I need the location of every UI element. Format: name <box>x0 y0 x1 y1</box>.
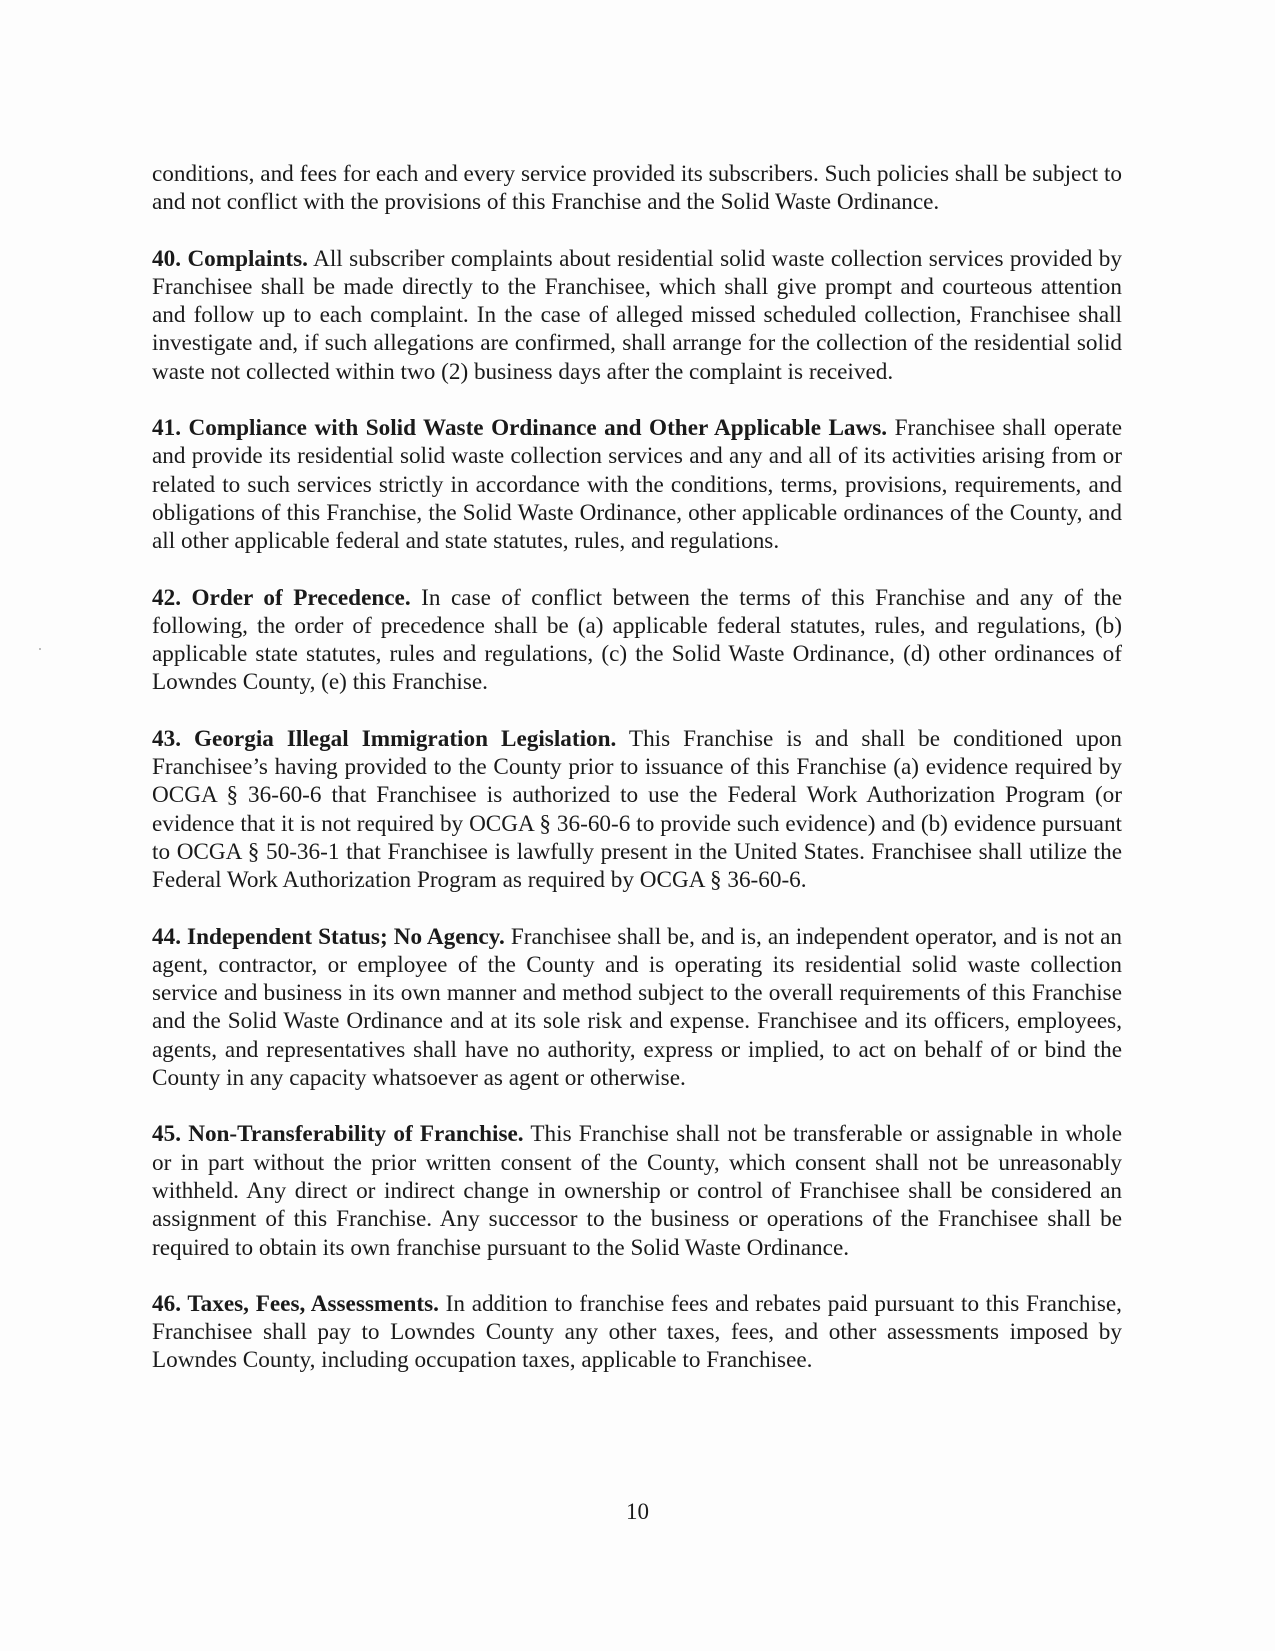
section-title: 42. Order of Precedence. <box>152 584 411 611</box>
section-41-compliance <box>152 414 1122 555</box>
section-body: In addition to franchise fees and rebates paid pursuant to this Franchise, Franchisee shall pay to Lowndes County any other taxes, fees, and other assessments imposed by Lowndes County, including occupation taxes, applicable to Franchisee. <box>152 1290 1122 1374</box>
section-body: All subscriber complaints about residential solid waste collection services provided by Franchisee shall be made directly to the Franchisee, which shall give prompt and courteous attention and follow up to each complaint. In the case of alleged missed scheduled collection, Franchisee shall investigate and, if such allegations are confirmed, shall arrange for the collection of the residential solid waste not collected within two (2) business days after the complaint is received. <box>152 245 1122 385</box>
section-42-order-of-precedence <box>152 584 1122 697</box>
section-body: In case of conflict between the terms of this Franchise and any of the following, the order of precedence shall be (a) applicable federal statutes, rules, and regulations, (b) applicable state statutes, rules and regulations, (c) the Solid Waste Ordinance, (d) other ordinances of Lowndes County, (e) this Franchise. <box>152 584 1122 696</box>
section-body: Franchisee shall be, and is, an independent operator, and is not an agent, contractor, or employee of the County and is operating its residential solid waste collection service and business in its own manner and method subject to the overall requirements of this Franchise and the Solid Waste Ordinance and at its sole risk and expense. Franchisee and its officers, employees, agents, and representatives shall have no authority, express or implied, to act on behalf of or bind the County in any capacity whatsoever as agent or otherwise. <box>152 923 1122 1092</box>
section-title: 40. Complaints. <box>152 245 308 272</box>
section-44-independent-status <box>152 923 1122 1093</box>
section-45-non-transferability <box>152 1120 1122 1261</box>
section-title: 43. Georgia Illegal Immigration Legislation. <box>152 725 617 752</box>
section-body: This Franchise is and shall be conditioned upon Franchisee’s having provided to the County prior to issuance of this Franchise (a) evidence required by OCGA § 36-60-6 that Franchisee is authorized to use the Federal Work Authorization Program (or evidence that it is not required by OCGA § 36-60-6 to provide such evidence) and (b) evidence pursuant to OCGA § 50-36-1 that Franchisee is lawfully present in the United States. Franchisee shall utilize the Federal Work Authorization Program as required by OCGA § 36-60-6. <box>152 725 1122 894</box>
section-40-complaints <box>152 245 1122 386</box>
section-title: 45. Non-Transferability of Franchise. <box>152 1121 524 1148</box>
section-46-taxes-fees <box>152 1290 1122 1375</box>
section-body: Franchisee shall operate and provide its residential solid waste collection services and any and all of its activities arising from or related to such services strictly in accordance with the conditions, terms, provisions, requirements, and obligations of this Franchise, the Solid Waste Ordinance, other applicable ordinances of the County, and all other applicable federal and state statutes, rules, and regulations. <box>152 415 1122 555</box>
scan-speck <box>39 648 41 650</box>
document-body <box>152 160 1122 1403</box>
section-43-immigration-legislation <box>152 725 1122 895</box>
section-title: 41. Compliance with Solid Waste Ordinance and Other Applicable Laws. <box>152 415 888 442</box>
section-title: 46. Taxes, Fees, Assessments. <box>152 1290 439 1317</box>
continuation-paragraph: conditions, and fees for each and every service provided its subscribers. Such policies shall be subject to and not conflict with the provisions of this Franchise and the Solid Waste Ordinance. <box>152 161 1122 216</box>
section-title: 44. Independent Status; No Agency. <box>152 923 505 950</box>
page-number: 10 <box>626 1499 649 1524</box>
section-body: This Franchise shall not be transferable or assignable in whole or in part without the prior written consent of the County, which consent shall not be unreasonably withheld. Any direct or indirect change in ownership or control of Franchisee shall be considered an assignment of this Franchise. Any successor to the business or operations of the Franchisee shall be required to obtain its own franchise pursuant to the Solid Waste Ordinance. <box>152 1121 1122 1261</box>
